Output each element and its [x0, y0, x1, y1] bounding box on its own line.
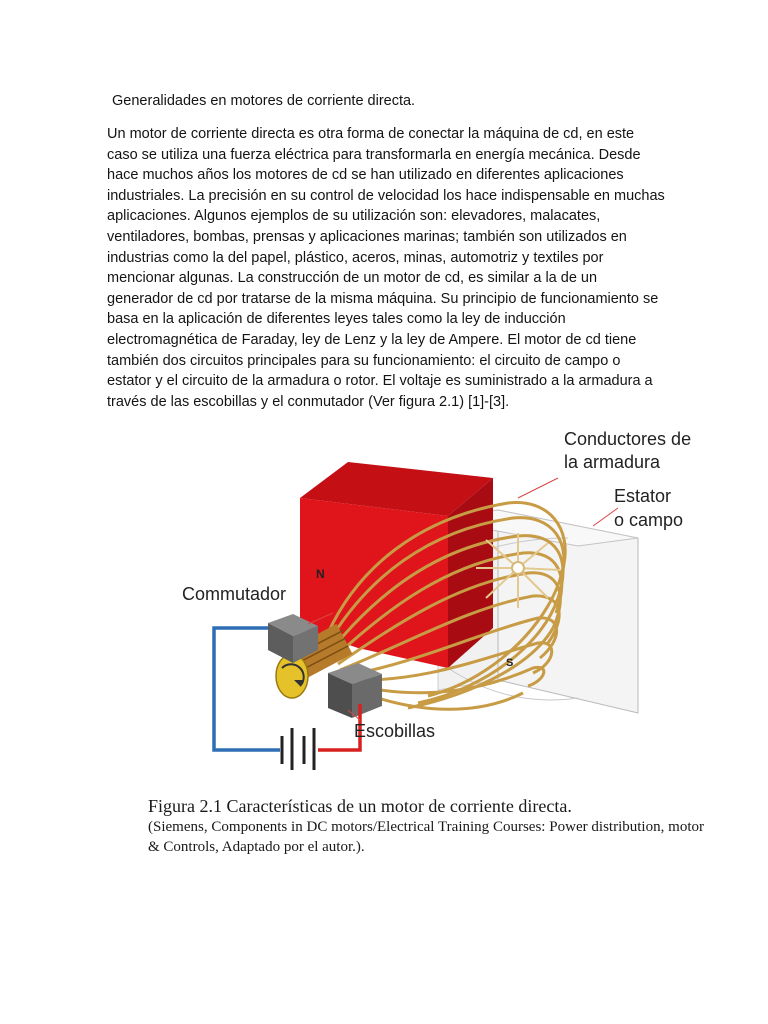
- caption-source: (Siemens, Components in DC motors/Electrical Training Courses: Power distribution, motor & Controls, Adaptado por el autor.).: [148, 819, 704, 855]
- body-paragraph: Un motor de corriente directa es otra forma de conectar la máquina de cd, en este caso se utiliza una fuerza eléctrica para transformarla en energía mecánica. Desde hace muchos años los motores de cd se han utilizado en diferentes aplicaciones industriales. La precisión en su control de velocidad los hace indispensable en muchas aplicaciones. Algunos ejemplos de su utilización son: elevadores, malacates, ventiladores, bombas, prensas y aplicaciones marinas; también son utilizados en industrias como la del papel, plástico, aceros, minas, automotriz y textiles por mencionar algunas. La construcción de un motor de cd, es similar a la de un generador de cd por tratarse de la misma máquina. Su principio de funcionamiento se basa en la aplicación de diferentes leyes tales como la ley de inducción electromagnética de Faraday, ley de Lenz y la ley de Ampere. El motor de cd tiene también dos circuitos principales para su funcionamiento: el circuito de campo o estator y el circuito de la armadura o rotor. El voltaje es suministrado a la armadura a través de las escobillas y el conmutador (Ver figura 2.1) [1]-[3].: [107, 126, 665, 410]
- section-heading: Generalidades en motores de corriente directa.: [108, 93, 416, 109]
- label-commutador: Commutador: [182, 584, 287, 604]
- battery-symbol: [282, 728, 314, 770]
- label-conductores-2: la armadura: [564, 452, 661, 472]
- figure-caption: [148, 795, 704, 857]
- dc-motor-figure: [168, 418, 728, 778]
- caption-title: Figura 2.1 Características de un motor de corriente directa.: [148, 796, 572, 816]
- label-estator-2: o campo: [614, 510, 684, 530]
- dc-motor-diagram: [168, 418, 728, 778]
- pole-n-label: N: [316, 567, 325, 581]
- label-conductores-1: Conductores de: [564, 429, 692, 449]
- pole-s-label: S: [506, 657, 514, 669]
- label-escobillas: Escobillas: [354, 721, 436, 741]
- label-estator-1: Estator: [614, 486, 672, 506]
